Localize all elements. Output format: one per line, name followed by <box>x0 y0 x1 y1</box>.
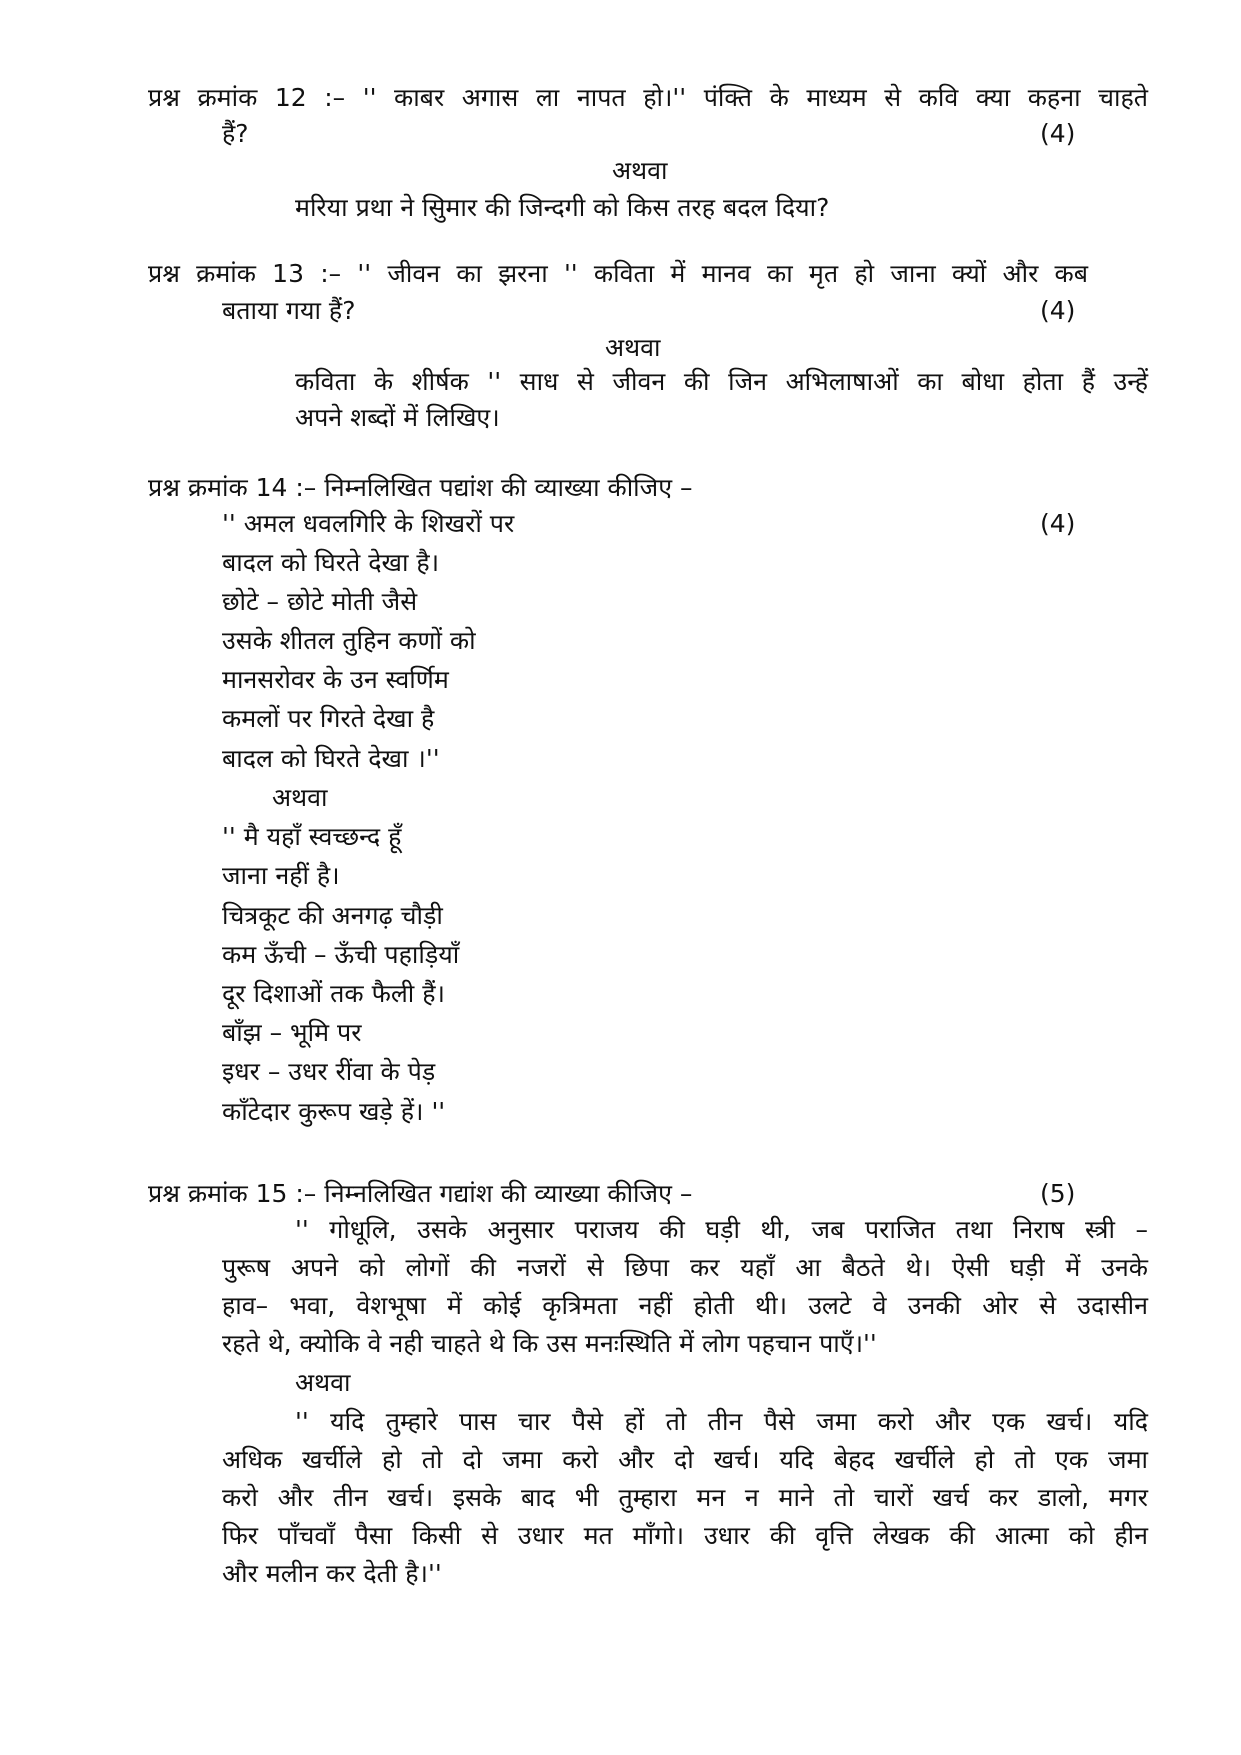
q14-poem1-line: कमलों पर गिरते देखा है <box>222 704 435 733</box>
q15-passage1-line: पुरूष अपने को लोगों की नजरों से छिपा कर यहाँ आ बैठते थे। ऐसी घड़ी में उनके <box>222 1253 1148 1282</box>
q15-passage1-line: हाव– भवा, वेशभूषा में कोई कृत्रिमता नहीं होती थी। उलटे वे उनकी ओर से उदासीन <box>222 1291 1148 1320</box>
q15-passage2-line: '' यदि तुम्हारे पास चार पैसे हों तो तीन पैसे जमा करो और एक खर्च। यदि <box>295 1407 1148 1436</box>
q14-poem2-line: कम ऊँची – ऊँची पहाड़ियाँ <box>222 940 460 969</box>
q14-heading: प्रश्न क्रमांक 14 :– निम्नलिखित पद्यांश की व्याख्या कीजिए – <box>148 473 693 502</box>
q14-poem2-line: '' मै यहाँ स्वच्छन्द हूँ <box>222 822 402 851</box>
q14-poem1-line: छोटे – छोटे मोती जैसे <box>222 587 418 616</box>
q12-marks: (4) <box>1040 119 1076 148</box>
q15-passage2-line: फिर पाँचवाँ पैसा किसी से उधार मत माँगो। उधार की वृत्ति लेखक की आत्मा को हीन <box>222 1521 1148 1550</box>
q13-or-label: अथवा <box>605 333 661 362</box>
q14-poem2-line: इधर – उधर रींवा के पेड़ <box>222 1057 436 1086</box>
q14-poem1-line: बादल को घिरते देखा ।'' <box>222 744 440 773</box>
q14-poem2-line: जाना नहीं है। <box>222 861 340 890</box>
q12-or-label: अथवा <box>612 156 668 185</box>
q14-poem1-line: बादल को घिरते देखा है। <box>222 548 440 577</box>
q13-alternative-line2: अपने शब्दों में लिखिए। <box>295 403 500 432</box>
q14-poem2-line: दूर दिशाओं तक फैली हैं। <box>222 979 445 1008</box>
q12-question-line2: हैं? <box>222 119 249 148</box>
q15-passage2-line: करो और तीन खर्च। इसके बाद भी तुम्हारा मन न माने तो चारों खर्च कर डालो, मगर <box>222 1483 1148 1512</box>
q13-question-line2: बताया गया हैं? <box>222 296 356 325</box>
q12-alternative-question: मरिया प्रथा ने सिुमार की जिन्दगी को किस तरह बदल दिया? <box>295 193 830 222</box>
q15-passage1-line: रहते थे, क्योकि वे नही चाहते थे कि उस मनःस्थिति में लोग पहचान पाएँ।'' <box>222 1329 877 1358</box>
q14-poem2-line: काँटेदार कुरूप खड़े हें। '' <box>222 1097 446 1126</box>
q14-marks: (4) <box>1040 509 1076 538</box>
q15-heading: प्रश्न क्रमांक 15 :– निम्नलिखित गद्यांश की व्याख्या कीजिए – <box>148 1179 693 1208</box>
q12-question-line1: प्रश्न क्रमांक 12 :– '' काबर अगास ला नापत हो।'' पंक्ति के माध्यम से कवि क्या कहना चाहते <box>148 83 1148 112</box>
q14-poem2-line: बाँझ – भूमि पर <box>222 1018 362 1047</box>
q14-poem1-line: '' अमल धवलगिरि के शिखरों पर <box>222 509 515 538</box>
q13-question-line1: प्रश्न क्रमांक 13 :– '' जीवन का झरना '' कविता में मानव का मृत हो जाना क्यों और कब <box>148 259 1088 288</box>
q14-or-label: अथवा <box>272 783 328 812</box>
q15-passage2-line: अधिक खर्चीले हो तो दो जमा करो और दो खर्च। यदि बेहद खर्चीले हो तो एक जमा <box>222 1445 1148 1474</box>
q15-passage2-line: और मलीन कर देती है।'' <box>222 1559 442 1588</box>
q14-poem2-line: चित्रकूट की अनगढ़ चौड़ी <box>222 901 443 930</box>
q14-poem1-line: मानसरोवर के उन स्वर्णिम <box>222 665 449 694</box>
q15-or-label: अथवा <box>295 1368 351 1397</box>
q15-marks: (5) <box>1040 1179 1076 1208</box>
q13-marks: (4) <box>1040 296 1076 325</box>
q14-poem1-line: उसके शीतल तुहिन कणों को <box>222 626 476 655</box>
q15-passage1-line: '' गोधूलि, उसके अनुसार पराजय की घड़ी थी, जब पराजित तथा निराष स्त्री – <box>295 1215 1148 1244</box>
q13-alternative-line1: कविता के शीर्षक '' साध से जीवन की जिन अभिलाषाओं का बोधा होता हैं उन्हें <box>295 367 1148 396</box>
